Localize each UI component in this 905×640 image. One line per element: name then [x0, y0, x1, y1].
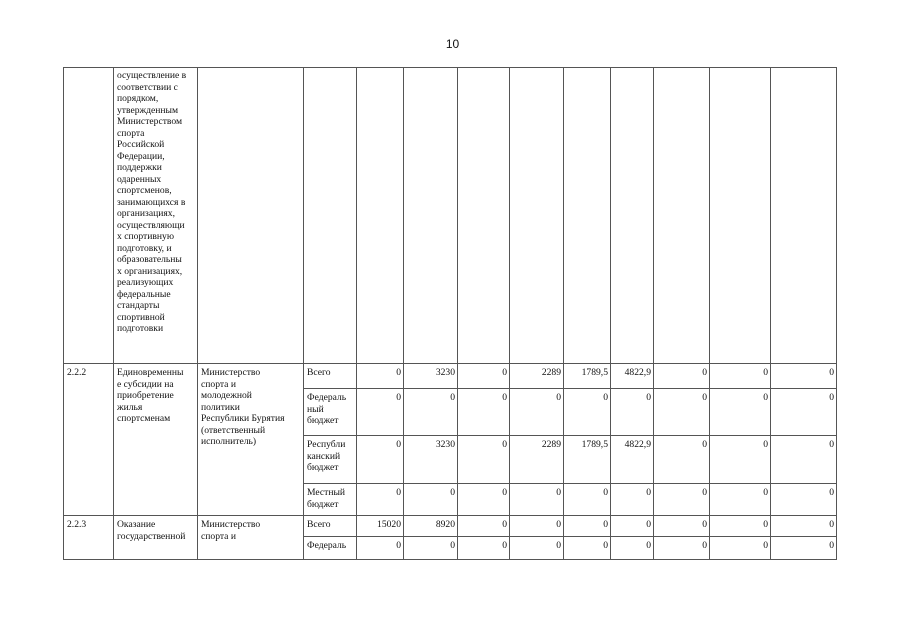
value-cell [404, 389, 458, 436]
cell-text: 0 [556, 392, 561, 403]
text-line: х спортивную [117, 231, 175, 242]
text-line: Республи [307, 439, 346, 450]
value-cell [771, 364, 837, 389]
cell-text: 0 [763, 439, 768, 450]
cell-text: 8920 [435, 519, 455, 530]
cell-text: 0 [502, 487, 507, 498]
measure-name-cell [114, 364, 198, 516]
executor-cell [198, 68, 304, 364]
value-cell [611, 436, 654, 484]
cell-text: 0 [556, 487, 561, 498]
cell-text: 0 [502, 439, 507, 450]
text-line: молодежной [201, 390, 252, 401]
cell-text: 0 [829, 540, 834, 551]
text-line: канский [307, 450, 341, 462]
value-cell [458, 436, 510, 484]
text-line: осуществление в [117, 70, 187, 81]
cell-text: 4822,9 [624, 439, 651, 450]
value-cell [404, 364, 458, 389]
value-cell [357, 484, 404, 516]
text-line: (ответственный [201, 424, 266, 436]
value-cell [710, 364, 771, 389]
cell-text: 1789,5 [581, 439, 608, 450]
value-cell [357, 436, 404, 484]
text-line: спорта и [201, 378, 236, 390]
value-cell [710, 436, 771, 484]
cell-text: 0 [450, 540, 455, 551]
text-line: федеральные [117, 288, 171, 300]
value-cell [404, 436, 458, 484]
text-line: исполнитель) [201, 436, 257, 447]
cell-text: 1789,5 [581, 367, 608, 378]
cell-text: 0 [702, 392, 707, 403]
cell-text: 0 [763, 540, 768, 551]
value-cell [611, 484, 654, 516]
value-cell [564, 537, 611, 560]
cell-text: 0 [502, 367, 507, 378]
text-line: осуществляющи [117, 219, 185, 231]
cell-text: 2.2.3 [67, 519, 87, 530]
code-cell [64, 516, 114, 560]
cell-text: 2289 [541, 439, 561, 450]
value-cell [710, 68, 771, 364]
cell-text: 0 [502, 540, 507, 551]
value-cell [510, 537, 564, 560]
value-cell [611, 364, 654, 389]
value-cell [710, 389, 771, 436]
value-cell [404, 516, 458, 537]
value-cell [357, 537, 404, 560]
cell-text: 0 [646, 392, 651, 403]
value-cell [564, 484, 611, 516]
value-cell [654, 484, 710, 516]
source-cell [304, 68, 357, 364]
value-cell [611, 389, 654, 436]
text-line: государственной [117, 530, 186, 542]
funding-source-cell [304, 364, 357, 389]
cell-text: 0 [396, 540, 401, 551]
value-cell [654, 516, 710, 537]
cell-text: 4822,9 [624, 367, 651, 378]
budget-table [63, 67, 837, 560]
cell-text: 15020 [377, 519, 401, 530]
funding-source-cell [304, 389, 357, 436]
cell-text: 0 [396, 487, 401, 498]
cell-text: 0 [450, 487, 455, 498]
text-line: бюджет [307, 415, 339, 426]
text-line: жилья [117, 401, 143, 413]
text-line: Федерации, [117, 150, 165, 162]
value-cell [510, 516, 564, 537]
value-cell [510, 436, 564, 484]
funding-source-cell [304, 537, 357, 560]
value-cell [611, 516, 654, 537]
cell-text: 0 [702, 367, 707, 378]
text-line: политики [201, 401, 240, 413]
value-cell [771, 537, 837, 560]
value-cell [564, 436, 611, 484]
text-line: приобретение [117, 390, 174, 401]
text-line: е субсидии на [117, 378, 174, 390]
text-line: организациях, [117, 208, 175, 219]
code-cell [64, 68, 114, 364]
cell-text: 0 [829, 439, 834, 450]
value-cell [404, 68, 458, 364]
code-cell [64, 364, 114, 516]
cell-text: 0 [702, 519, 707, 530]
value-cell [458, 364, 510, 389]
value-cell [458, 537, 510, 560]
table-body [64, 68, 837, 560]
cell-text: 0 [763, 392, 768, 403]
text-line: Министерство [201, 367, 261, 378]
text-line: бюджет [307, 498, 339, 510]
value-cell [510, 484, 564, 516]
text-line: порядком, [117, 93, 159, 104]
cell-text: 0 [502, 392, 507, 403]
cell-text: 0 [603, 487, 608, 498]
text-line: спортсменов, [117, 185, 172, 196]
text-line: поддержки [117, 162, 162, 173]
value-cell [458, 516, 510, 537]
cell-text: 0 [702, 439, 707, 450]
value-cell [458, 484, 510, 516]
text-line: спортивной [117, 311, 165, 323]
value-cell [611, 68, 654, 364]
executor-cell [198, 516, 304, 560]
cell-text: 3230 [435, 367, 455, 378]
cell-text: 0 [829, 392, 834, 403]
value-cell [771, 68, 837, 364]
text-line: занимающихся в [117, 196, 186, 208]
value-cell [357, 364, 404, 389]
value-cell [710, 516, 771, 537]
text-line: спорта и [201, 530, 236, 542]
value-cell [771, 436, 837, 484]
value-cell [611, 537, 654, 560]
value-cell [458, 68, 510, 364]
cell-text: 0 [556, 540, 561, 551]
text-line: х организациях, [117, 265, 183, 277]
executor-cell [198, 364, 304, 516]
cell-text: 0 [646, 487, 651, 498]
value-cell [654, 537, 710, 560]
table-row [64, 516, 837, 537]
cell-text: 0 [763, 519, 768, 530]
text-line: спортсменам [117, 413, 171, 424]
value-cell [458, 389, 510, 436]
text-line: одаренных [117, 173, 162, 185]
cell-text: 0 [603, 519, 608, 530]
value-cell [564, 364, 611, 389]
cell-text: 3230 [435, 439, 455, 450]
value-cell [357, 389, 404, 436]
value-cell [564, 516, 611, 537]
text-line: утвержденным [117, 104, 179, 116]
description-cell [114, 68, 198, 364]
text-line: Всего [307, 367, 331, 378]
cell-text: 0 [396, 439, 401, 450]
value-cell [771, 389, 837, 436]
funding-source-cell [304, 516, 357, 537]
cell-text: 0 [556, 519, 561, 530]
cell-text: 0 [763, 487, 768, 498]
cell-text: 2289 [541, 367, 561, 378]
cell-text: 0 [646, 519, 651, 530]
table-row [64, 364, 837, 389]
text-line: спорта [117, 127, 145, 139]
page-number: 10 [445, 37, 460, 51]
value-cell [771, 484, 837, 516]
text-line: ный [307, 403, 324, 415]
text-line: подготовки [117, 323, 164, 334]
table-row [64, 68, 837, 364]
cell-text: 0 [829, 519, 834, 530]
text-line: Министерство [201, 519, 261, 530]
value-cell [654, 436, 710, 484]
cell-text: 0 [396, 392, 401, 403]
value-cell [510, 364, 564, 389]
text-line: стандарты [117, 300, 160, 311]
text-line: Всего [307, 519, 331, 530]
cell-text: 0 [646, 540, 651, 551]
text-line: Местный [307, 487, 346, 498]
value-cell [510, 389, 564, 436]
value-cell [710, 484, 771, 516]
cell-text: 2.2.2 [67, 367, 87, 378]
cell-text: 0 [702, 487, 707, 498]
text-line: Республики Бурятия [201, 413, 285, 424]
value-cell [404, 537, 458, 560]
text-line: образовательны [117, 254, 182, 265]
value-cell [357, 516, 404, 537]
value-cell [357, 68, 404, 364]
text-line: Российской [117, 139, 165, 150]
value-cell [564, 389, 611, 436]
cell-text: 0 [763, 367, 768, 378]
cell-text: 0 [450, 392, 455, 403]
value-cell [771, 516, 837, 537]
value-cell [654, 364, 710, 389]
cell-text: 0 [502, 519, 507, 530]
text-line: реализующих [117, 277, 174, 288]
cell-text: 0 [603, 392, 608, 403]
cell-text: 0 [603, 540, 608, 551]
cell-text: 0 [702, 540, 707, 551]
text-line: соответствии с [117, 81, 178, 93]
value-cell [404, 484, 458, 516]
text-line: бюджет [307, 462, 339, 473]
text-line: подготовку, и [117, 242, 172, 254]
value-cell [654, 389, 710, 436]
cell-text: 0 [396, 367, 401, 378]
value-cell [654, 68, 710, 364]
cell-text: 0 [829, 367, 834, 378]
text-line: Министерством [117, 116, 183, 127]
text-line: Оказание [117, 519, 156, 530]
value-cell [710, 537, 771, 560]
cell-text: 0 [829, 487, 834, 498]
text-line: Федераль [307, 392, 347, 403]
text-line: Единовременны [117, 367, 184, 378]
funding-source-cell [304, 436, 357, 484]
funding-source-cell [304, 484, 357, 516]
value-cell [510, 68, 564, 364]
text-line: Федераль [307, 540, 347, 551]
value-cell [564, 68, 611, 364]
measure-name-cell [114, 516, 198, 560]
